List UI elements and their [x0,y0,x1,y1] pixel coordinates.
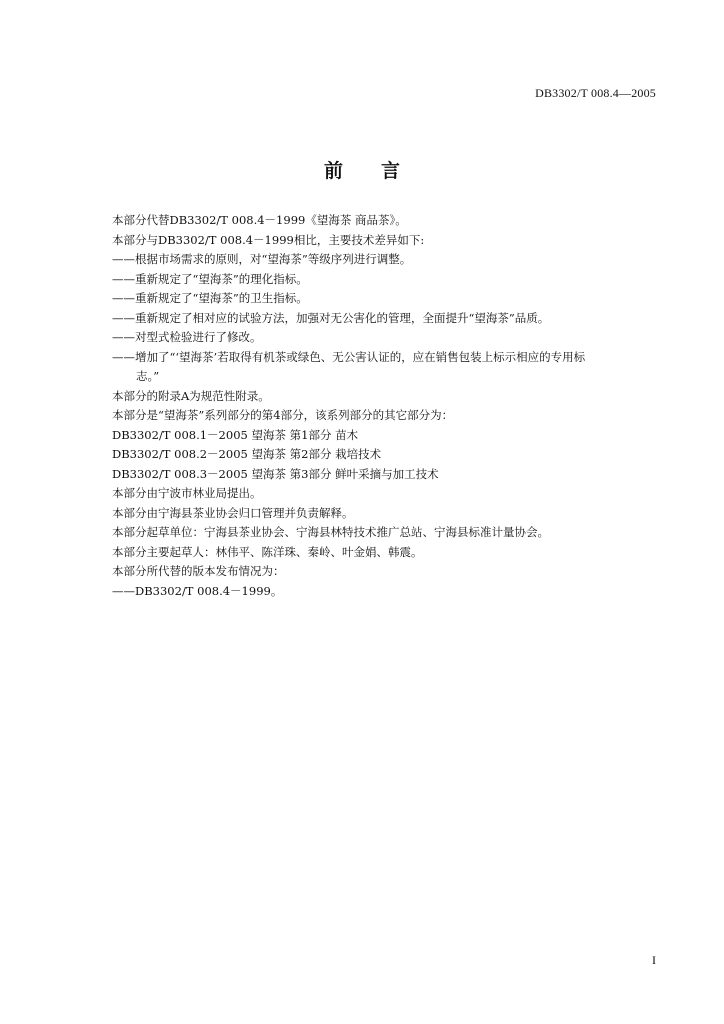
body-line: 本部分与DB3302/T 008.4－1999相比，主要技术差异如下: [112,232,425,247]
body-line: 本部分代替DB3302/T 008.4－1999《望海茶 商品茶》。 [112,213,407,227]
body-line: 本部分是“望海茶”系列部分的第4部分，该系列部分的其它部分为： [112,408,454,422]
body-line: ——DB3302/T 008.4－1999。 [112,583,283,598]
page-number: I [652,953,656,967]
body-line: 本部分主要起草人：林伟平、陈洋珠、秦岭、叶金娟、韩震。 [112,544,423,559]
body-line: DB3302/T 008.3－2005 望海茶 第3部分 鲜叶采摘与加工技术 [112,466,439,481]
title-char-2: 言 [381,160,401,182]
body-line: ——增加了“‘望海茶’若取得有机茶或绿色、无公害认证的，应在销售包装上标示相应的专用标 [112,349,586,364]
body-line: 本部分的附录A为规范性附录。 [112,388,270,403]
body-line: ——重新规定了相对应的试验方法，加强对无公害化的管理，全面提升“望海茶”品质。 [112,310,550,325]
standard-code: DB3302/T 008.4—2005 [535,86,656,100]
body-line: 本部分所代替的版本发布情况为： [112,564,285,578]
body-line: 本部分由宁海县茶业协会归口管理并负责解释。 [112,505,354,520]
body-line: 本部分起草单位：宁海县茶业协会、宁海县林特技术推广总站、宁海县标准计量协会。 [112,525,549,539]
body-line: ——对型式检验进行了修改。 [112,330,262,344]
body-line: DB3302/T 008.1－2005 望海茶 第1部分 苗木 [112,427,359,442]
body-line: ——重新规定了“望海茶”的理化指标。 [112,271,308,286]
page-title [0,156,724,183]
foreword-body [112,211,662,601]
body-line: ——根据市场需求的原则，对“望海茶”等级序列进行调整。 [112,252,412,266]
body-line: ——重新规定了“望海茶”的卫生指标。 [112,291,308,305]
title-char-1: 前 [323,160,343,182]
body-line-continuation: 志。” [136,369,160,383]
body-line: 本部分由宁波市林业局提出。 [112,486,262,500]
body-line: DB3302/T 008.2－2005 望海茶 第2部分 栽培技术 [112,447,382,461]
